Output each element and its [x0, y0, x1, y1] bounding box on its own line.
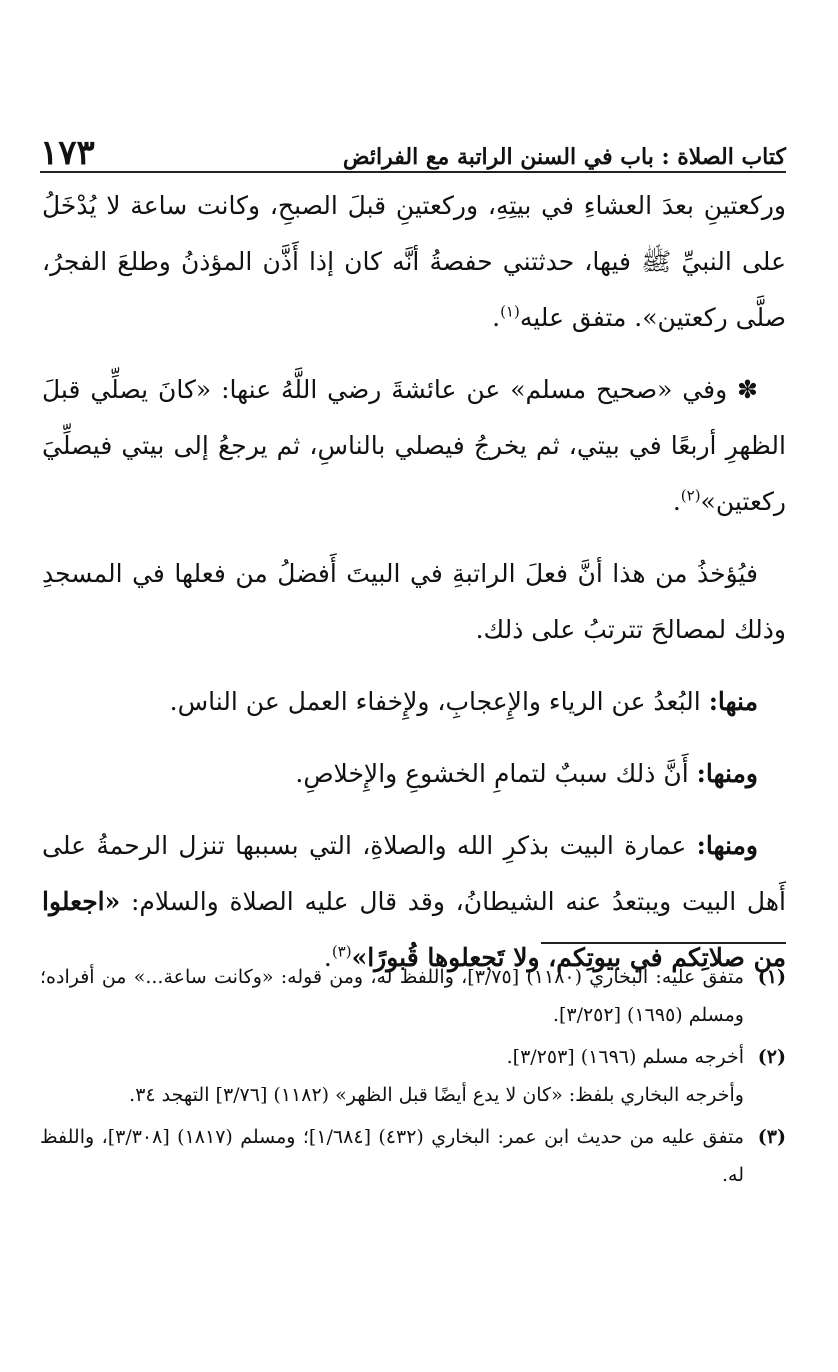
point-label: ومنها:: [696, 831, 758, 860]
paragraph-6: ومنها: عمارة البيت بذكرِ الله والصلاةِ، التي بسببها تنزل الرحمةُ على أَهل البيت ويبتعدُ عنه الشيطانُ، وقد قال عليه الصلاة والسلام: «اجعلوا من صلاتِكم في بيوتِكم، ولا تَجعلوها قُبورًا»$^{(٣)}$.: [42, 831, 786, 972]
footnote-text: أخرجه مسلم (١٦٩٦) [٣/٢٥٣].: [506, 1046, 744, 1068]
footnote-1: [40, 958, 786, 1034]
hadith-quote: «اجعلوا من صلاتِكم في بيوتِكم، ولا تَجعلوها قُبورًا»: [42, 887, 786, 972]
paragraph-3: فيُؤخذُ من هذا أنَّ فعلَ الراتبةِ في البيتَ أَفضلُ من فعلها في المسجدِ وذلك لمصالحَ تترتبُ على ذلك.: [42, 559, 786, 644]
point-label: منها:: [708, 687, 758, 716]
footnote-ref-2[interactable]: (٢): [680, 486, 701, 505]
footnote-number: (١): [757, 966, 786, 988]
paragraph-2: ✽ وفي «صحيح مسلم» عن عائشةَ رضي اللَّهُ عنها: «كانَ يصلِّي قبلَ الظهرِ أربعًا في بيتي، ثم يخرجُ فيصلي بالناسِ، ثم يرجعُ إلى بيتي فيصلِّيَ ركعتين»$^{(٢)}$.: [42, 375, 786, 516]
footnote-number: (٣): [757, 1126, 786, 1148]
footnote-text: متفق عليه من حديث ابن عمر: البخاري (٤٣٢) [١/٦٨٤]؛ ومسلم (١٨١٧) [٣/٣٠٨]، واللفظ له.: [40, 1126, 744, 1186]
footnotes: [40, 958, 786, 1198]
running-header: [40, 118, 786, 173]
paragraph-4: منها: البُعدُ عن الرياء والإِعجابِ، ولإِخفاء العمل عن الناس.: [169, 687, 758, 716]
footnote-ref-3[interactable]: (٣): [331, 942, 352, 961]
point-label: ومنها:: [696, 759, 758, 788]
main-text: [42, 178, 786, 1002]
footnote-number: (٢): [757, 1046, 786, 1068]
footnote-3: [40, 1118, 786, 1194]
footnote-text: متفق عليه: البخاري (١١٨٠) [٣/٧٥]، واللفظ له، ومن قوله: «وكانت ساعة...» من أفراده؛ ومسلم (١٦٩٥) [٣/٢٥٢].: [40, 966, 744, 1026]
page-number: ١٧٣: [40, 133, 95, 173]
footnote-2: [40, 1038, 786, 1114]
header-divider: [40, 171, 786, 173]
footnote-text: وأخرجه البخاري بلفظ: «كان لا يدع أيضًا قبل الظهر» (١١٨٢) [٣/٧٦] التهجد ٣٤.: [129, 1084, 744, 1106]
header-title: كتاب الصلاة : باب في السنن الراتبة مع الفرائض: [342, 143, 786, 170]
paragraph-1: وركعتينِ بعدَ العشاءِ في بيتِهِ، وركعتينِ قبلَ الصبحِ، وكانت ساعة لا يُدْخَلُ على النبيِّ ﷺ فيها، حدثتني حفصةُ أنَّه كان إذا أَذَّن المؤذنُ وطلعَ الفجرُ، صلَّى ركعتين». متفق عليه$^{(١)}$.: [42, 191, 786, 332]
paragraph-5: ومنها: أَنَّ ذلك سببٌ لتمامِ الخشوعِ والإِخلاصِ.: [295, 759, 758, 788]
footnote-divider: [541, 942, 786, 944]
footnote-ref-1[interactable]: (١): [500, 302, 520, 321]
